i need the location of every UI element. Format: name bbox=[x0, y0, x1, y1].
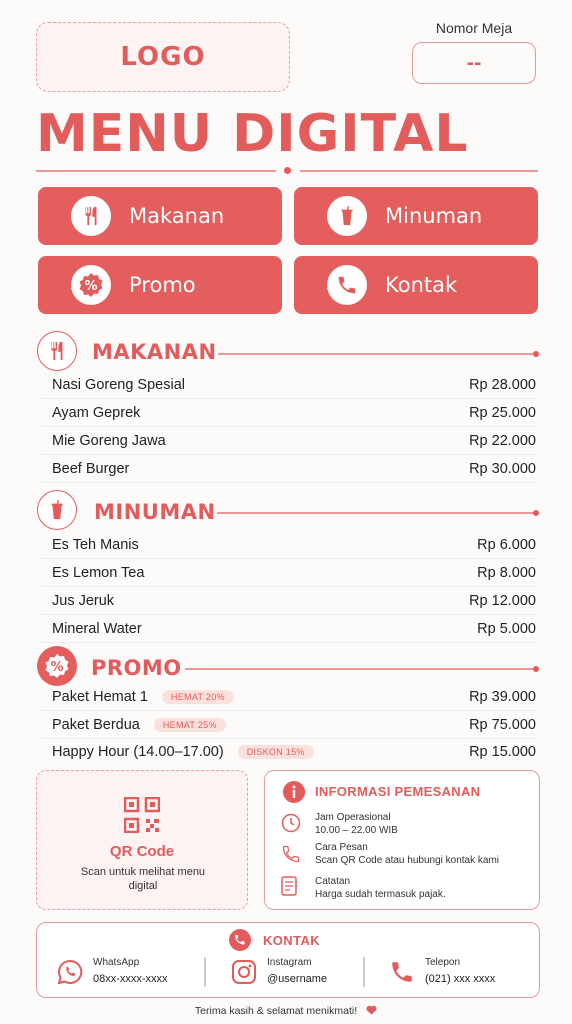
note-icon bbox=[281, 876, 299, 896]
discount-badge: HEMAT 20% bbox=[162, 690, 234, 704]
nav-button-minuman[interactable] bbox=[294, 187, 538, 245]
menu-item-row[interactable] bbox=[42, 399, 538, 427]
nav-button-promo[interactable] bbox=[38, 256, 282, 314]
qr-description: Scan untuk melihat menu digital bbox=[80, 866, 206, 892]
title-divider-right bbox=[300, 170, 538, 172]
contact-card bbox=[36, 922, 540, 998]
item-name: Paket Hemat 1 bbox=[52, 688, 148, 705]
fork-knife-icon bbox=[71, 196, 111, 236]
item-price: Rp 5.000 bbox=[477, 620, 536, 637]
hours-label: Jam Operasional bbox=[315, 812, 391, 823]
qr-code-card[interactable] bbox=[36, 770, 248, 910]
menu-item-row[interactable] bbox=[42, 587, 538, 615]
item-price: Rp 28.000 bbox=[469, 376, 536, 393]
note-value: Harga sudah termasuk pajak. bbox=[315, 889, 446, 900]
discount-badge: DISKON 15% bbox=[238, 745, 314, 759]
order-info-card bbox=[264, 770, 540, 910]
item-name: Happy Hour (14.00–17.00) bbox=[52, 744, 224, 760]
item-price: Rp 75.000 bbox=[469, 716, 536, 733]
item-price: Rp 25.000 bbox=[469, 404, 536, 421]
item-name: Ayam Geprek bbox=[52, 404, 141, 421]
info-icon bbox=[283, 781, 305, 803]
section-title-promo: PROMO bbox=[91, 656, 182, 680]
drink-cup-icon bbox=[37, 490, 77, 530]
phone-label: Telepon bbox=[425, 957, 461, 968]
logo-placeholder bbox=[36, 22, 290, 92]
title-divider-left bbox=[36, 170, 276, 172]
menu-item-row[interactable] bbox=[42, 427, 538, 455]
item-name: Nasi Goreng Spesial bbox=[52, 376, 185, 393]
item-price: Rp 8.000 bbox=[477, 564, 536, 581]
drink-cup-icon bbox=[327, 196, 367, 236]
item-name: Es Teh Manis bbox=[52, 536, 139, 553]
contact-divider bbox=[363, 957, 365, 987]
section-divider bbox=[218, 353, 534, 355]
item-price: Rp 12.000 bbox=[469, 592, 536, 609]
item-name: Mineral Water bbox=[52, 620, 142, 637]
phone-icon bbox=[327, 265, 367, 305]
item-price: Rp 15.000 bbox=[469, 744, 536, 760]
hours-value: 10.00 – 22.00 WIB bbox=[315, 825, 398, 836]
whatsapp-icon bbox=[57, 959, 83, 985]
logo-text: LOGO bbox=[120, 42, 206, 72]
section-title-minuman: MINUMAN bbox=[94, 500, 216, 524]
svg-text:%: % bbox=[84, 279, 98, 294]
nav-button-makanan[interactable] bbox=[38, 187, 282, 245]
title-divider-dot bbox=[284, 167, 291, 174]
table-number-field[interactable]: -- bbox=[412, 42, 536, 84]
fork-knife-icon bbox=[37, 331, 77, 371]
footer-message bbox=[0, 1005, 572, 1017]
menu-item-row[interactable] bbox=[42, 559, 538, 587]
menu-item-row[interactable] bbox=[42, 455, 538, 483]
promo-item-row[interactable] bbox=[42, 711, 538, 739]
item-price: Rp 39.000 bbox=[469, 688, 536, 705]
item-name: Es Lemon Tea bbox=[52, 564, 145, 581]
nav-label-kontak: Kontak bbox=[385, 273, 458, 297]
table-number-label: Nomor Meja bbox=[435, 20, 513, 36]
section-divider bbox=[185, 668, 534, 670]
promo-item-row[interactable] bbox=[42, 738, 538, 766]
section-divider bbox=[217, 512, 534, 514]
whatsapp-number: 08xx-xxxx-xxxx bbox=[93, 973, 168, 985]
item-name: Beef Burger bbox=[52, 460, 130, 477]
item-name: Mie Goreng Jawa bbox=[52, 432, 166, 449]
nav-button-kontak[interactable] bbox=[294, 256, 538, 314]
item-price: Rp 22.000 bbox=[469, 432, 536, 449]
instagram-handle: @username bbox=[267, 973, 328, 985]
phone-badge-icon bbox=[229, 929, 251, 951]
discount-badge: HEMAT 25% bbox=[154, 718, 226, 732]
percent-badge-icon bbox=[37, 646, 77, 686]
menu-item-row[interactable] bbox=[42, 371, 538, 399]
item-price: Rp 30.000 bbox=[469, 460, 536, 477]
page-title: MENU DIGITAL bbox=[36, 104, 469, 164]
instagram-icon bbox=[231, 959, 257, 985]
qr-title: QR Code bbox=[109, 843, 175, 860]
item-price: Rp 6.000 bbox=[477, 536, 536, 553]
menu-item-row[interactable] bbox=[42, 531, 538, 559]
info-title: INFORMASI PEMESANAN bbox=[315, 784, 481, 799]
phone-outline-icon bbox=[281, 844, 301, 864]
instagram-contact[interactable] bbox=[231, 957, 371, 993]
nav-label-promo: Promo bbox=[129, 273, 196, 297]
svg-text:%: % bbox=[50, 660, 64, 675]
instagram-label: Instagram bbox=[267, 957, 312, 968]
order-method-value: Scan QR Code atau hubungi kontak kami bbox=[315, 855, 499, 866]
section-divider-dot bbox=[533, 666, 539, 672]
order-method-label: Cara Pesan bbox=[315, 842, 368, 853]
section-divider-dot bbox=[533, 510, 539, 516]
item-name: Paket Berdua bbox=[52, 716, 140, 733]
note-label: Catatan bbox=[315, 876, 351, 887]
item-name: Jus Jeruk bbox=[52, 592, 115, 609]
percent-badge-icon bbox=[71, 265, 111, 305]
whatsapp-contact[interactable] bbox=[57, 957, 207, 993]
promo-item-row[interactable] bbox=[42, 683, 538, 711]
nav-label-minuman: Minuman bbox=[385, 204, 483, 228]
section-title-makanan: MAKANAN bbox=[92, 340, 217, 364]
heart-icon bbox=[366, 1005, 377, 1015]
phone-icon bbox=[389, 959, 415, 985]
clock-icon bbox=[281, 813, 301, 833]
phone-number: (021) xxx xxxx bbox=[425, 973, 496, 985]
contact-title: KONTAK bbox=[263, 933, 321, 948]
nav-label-makanan: Makanan bbox=[129, 204, 225, 228]
phone-contact[interactable] bbox=[389, 957, 529, 993]
whatsapp-label: WhatsApp bbox=[93, 957, 140, 968]
qr-code-icon bbox=[124, 797, 160, 833]
section-divider-dot bbox=[533, 351, 539, 357]
menu-item-row[interactable] bbox=[42, 615, 538, 643]
contact-divider bbox=[204, 957, 206, 987]
footer-text: Terima kasih & selamat menikmati! bbox=[194, 1005, 358, 1017]
